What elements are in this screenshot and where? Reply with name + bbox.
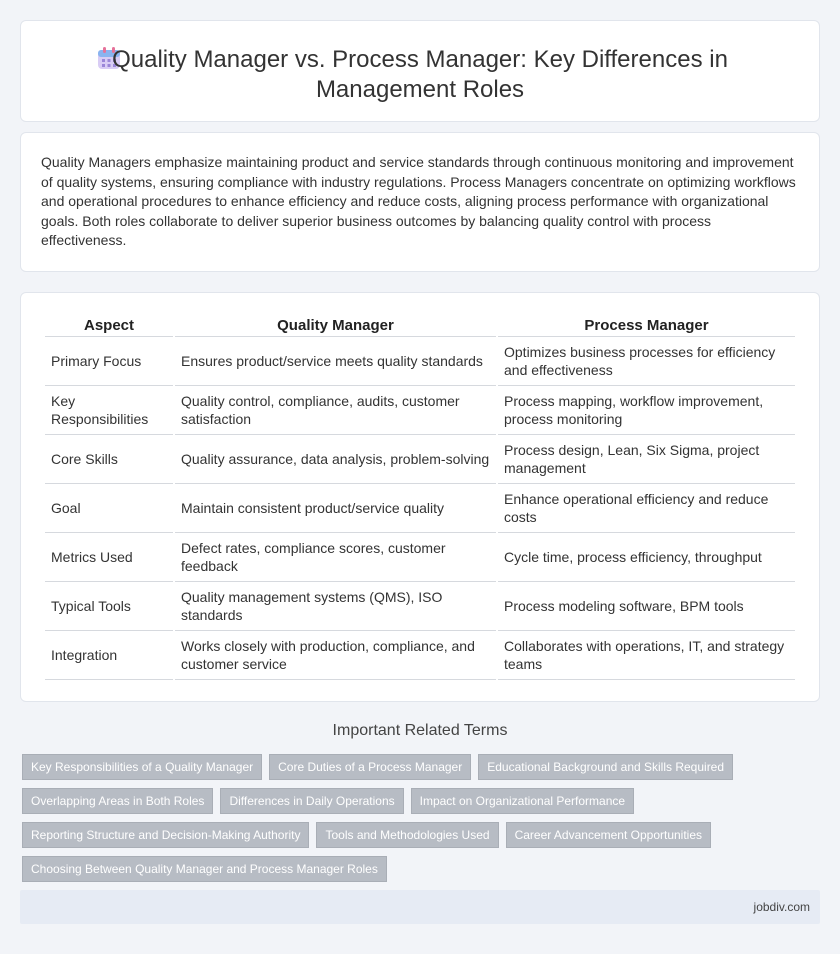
cell-aspect: Metrics Used — [45, 533, 173, 582]
related-terms-list — [22, 754, 822, 882]
table-row — [45, 533, 795, 582]
table-row — [45, 337, 795, 386]
cell-aspect: Primary Focus — [45, 337, 173, 386]
table-row — [45, 484, 795, 533]
related-term-tag[interactable]: Reporting Structure and Decision-Making Authority — [22, 822, 309, 848]
cell-quality-manager: Maintain consistent product/service quality — [175, 484, 496, 533]
page-title: Quality Manager vs. Process Manager: Key Differences in Management Roles — [112, 46, 728, 103]
cell-aspect: Goal — [45, 484, 173, 533]
cell-process-manager: Process mapping, workflow improvement, process monitoring — [498, 386, 795, 435]
header-quality-manager: Quality Manager — [175, 313, 496, 337]
related-term-tag[interactable]: Choosing Between Quality Manager and Process Manager Roles — [22, 856, 387, 882]
related-term-tag[interactable]: Key Responsibilities of a Quality Manager — [22, 754, 262, 780]
footer-site-link[interactable]: jobdiv.com — [753, 900, 810, 914]
table-row — [45, 631, 795, 680]
header-process-manager: Process Manager — [498, 313, 795, 337]
header-aspect: Aspect — [45, 313, 173, 337]
related-terms-heading: Important Related Terms — [332, 722, 508, 739]
cell-aspect: Integration — [45, 631, 173, 680]
cell-quality-manager: Quality management systems (QMS), ISO standards — [175, 582, 496, 631]
table-header-row — [45, 313, 795, 337]
cell-quality-manager: Defect rates, compliance scores, customer feedback — [175, 533, 496, 582]
cell-process-manager: Process design, Lean, Six Sigma, project management — [498, 435, 795, 484]
cell-process-manager: Optimizes business processes for efficiency and effectiveness — [498, 337, 795, 386]
table-row — [45, 435, 795, 484]
cell-aspect: Key Responsibilities — [45, 386, 173, 435]
cell-quality-manager: Quality assurance, data analysis, problem-solving — [175, 435, 496, 484]
intro-paragraph: Quality Managers emphasize maintaining product and service standards through continuous monitoring and improvement of quality systems, ensuring compliance with industry regulations. Process Managers concentrate on optimizing workflows and operational procedures to enhance efficiency and reduce costs, aligning process performance with organizational goals. Both roles collaborate to deliver superior business outcomes by balancing quality control with process effectiveness. — [41, 154, 796, 248]
related-term-tag[interactable]: Core Duties of a Process Manager — [269, 754, 471, 780]
header-card — [20, 20, 820, 122]
comparison-table — [43, 313, 797, 680]
cell-process-manager: Process modeling software, BPM tools — [498, 582, 795, 631]
cell-aspect: Typical Tools — [45, 582, 173, 631]
cell-aspect: Core Skills — [45, 435, 173, 484]
related-term-tag[interactable]: Tools and Methodologies Used — [316, 822, 498, 848]
cell-quality-manager: Quality control, compliance, audits, customer satisfaction — [175, 386, 496, 435]
cell-process-manager: Enhance operational efficiency and reduce costs — [498, 484, 795, 533]
table-row — [45, 582, 795, 631]
intro-card — [20, 132, 820, 272]
table-row — [45, 386, 795, 435]
footer — [20, 890, 820, 924]
related-term-tag[interactable]: Educational Background and Skills Required — [478, 754, 733, 780]
related-term-tag[interactable]: Differences in Daily Operations — [220, 788, 403, 814]
cell-quality-manager: Ensures product/service meets quality standards — [175, 337, 496, 386]
related-term-tag[interactable]: Impact on Organizational Performance — [411, 788, 634, 814]
related-term-tag[interactable]: Career Advancement Opportunities — [506, 822, 711, 848]
cell-quality-manager: Works closely with production, compliance, and customer service — [175, 631, 496, 680]
related-term-tag[interactable]: Overlapping Areas in Both Roles — [22, 788, 213, 814]
comparison-table-card — [20, 292, 820, 702]
cell-process-manager: Collaborates with operations, IT, and strategy teams — [498, 631, 795, 680]
cell-process-manager: Cycle time, process efficiency, throughput — [498, 533, 795, 582]
